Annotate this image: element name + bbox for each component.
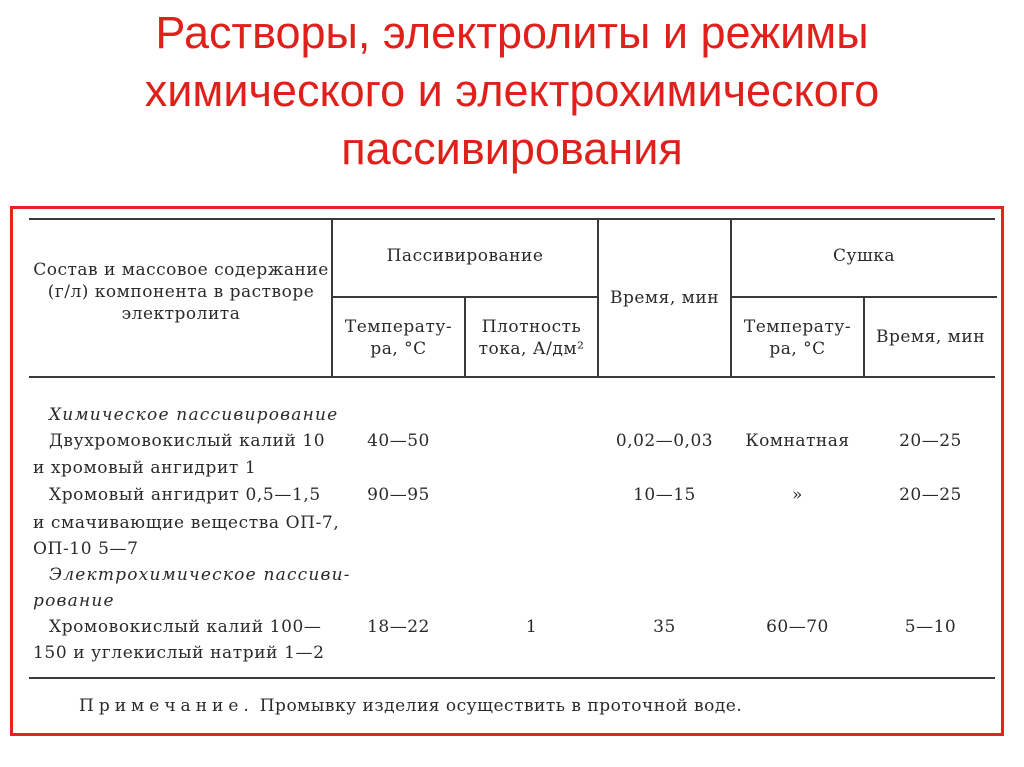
row3-composition-line1: Хромовокислый калий 100— [49,617,322,637]
row2-composition-line2: и смачивающие вещества ОП-7, [33,513,340,533]
header-drying: Сушка [832,246,896,266]
row1-composition-line1: Двухромовокислый калий 10 [49,431,326,451]
row3-current-density: 1 [525,617,538,637]
row3-dry-time: 5—10 [904,617,957,637]
header-composition: Состав и массовое содержание (г/л) компонента в растворе электролита [33,260,329,324]
row2-dry-temperature: » [792,485,803,505]
header-pass-temperature: Температу- ра, °С [344,317,453,359]
header-bottom-rule [29,376,995,378]
row2-dry-time: 20—25 [899,485,962,505]
row3-composition-line2: 150 и углекислый натрий 1—2 [33,643,325,663]
row2-composition-line1: Хромовый ангидрит 0,5—1,5 [49,485,321,505]
note-label: Примечание. [79,696,254,716]
table-bottom-rule [29,677,995,679]
row1-time: 0,02—0,03 [615,431,714,451]
table-top-rule [29,218,995,220]
title-line-1: Растворы, электролиты и режимы [155,7,869,58]
row2-composition-line3: ОП-10 5—7 [33,539,139,559]
header-dry-time: Время, мин [875,327,986,347]
row2-pass-temperature: 90—95 [367,485,430,505]
row3-time: 35 [653,617,676,637]
scanned-table [13,209,1001,733]
row3-pass-temperature: 18—22 [367,617,430,637]
row3-dry-temperature: 60—70 [766,617,829,637]
title-line-3: пассивирования [341,123,683,174]
row1-pass-temperature: 40—50 [367,431,430,451]
table-frame [10,206,1004,736]
table-note [79,696,742,716]
header-passivation: Пассивирование [386,246,544,266]
row1-dry-temperature: Комнатная [745,431,850,451]
slide-title [0,4,1024,178]
header-dry-temperature: Температу- ра, °С [743,317,852,359]
title-line-2: химического и электрохимического [144,65,880,116]
row1-dry-time: 20—25 [899,431,962,451]
header-time: Время, мин [609,288,720,308]
section-electro-line1: Электрохимическое пассиви- [49,565,351,585]
row1-composition-line2: и хромовый ангидрит 1 [33,458,257,478]
note-text: Промывку изделия осуществить в проточной воде. [259,696,743,716]
header-current-density: Плотность тока, А/дм² [478,317,585,359]
section-electro-line2: рование [33,591,115,611]
section-chemical: Химическое пассивирование [49,405,339,425]
row2-time: 10—15 [633,485,696,505]
